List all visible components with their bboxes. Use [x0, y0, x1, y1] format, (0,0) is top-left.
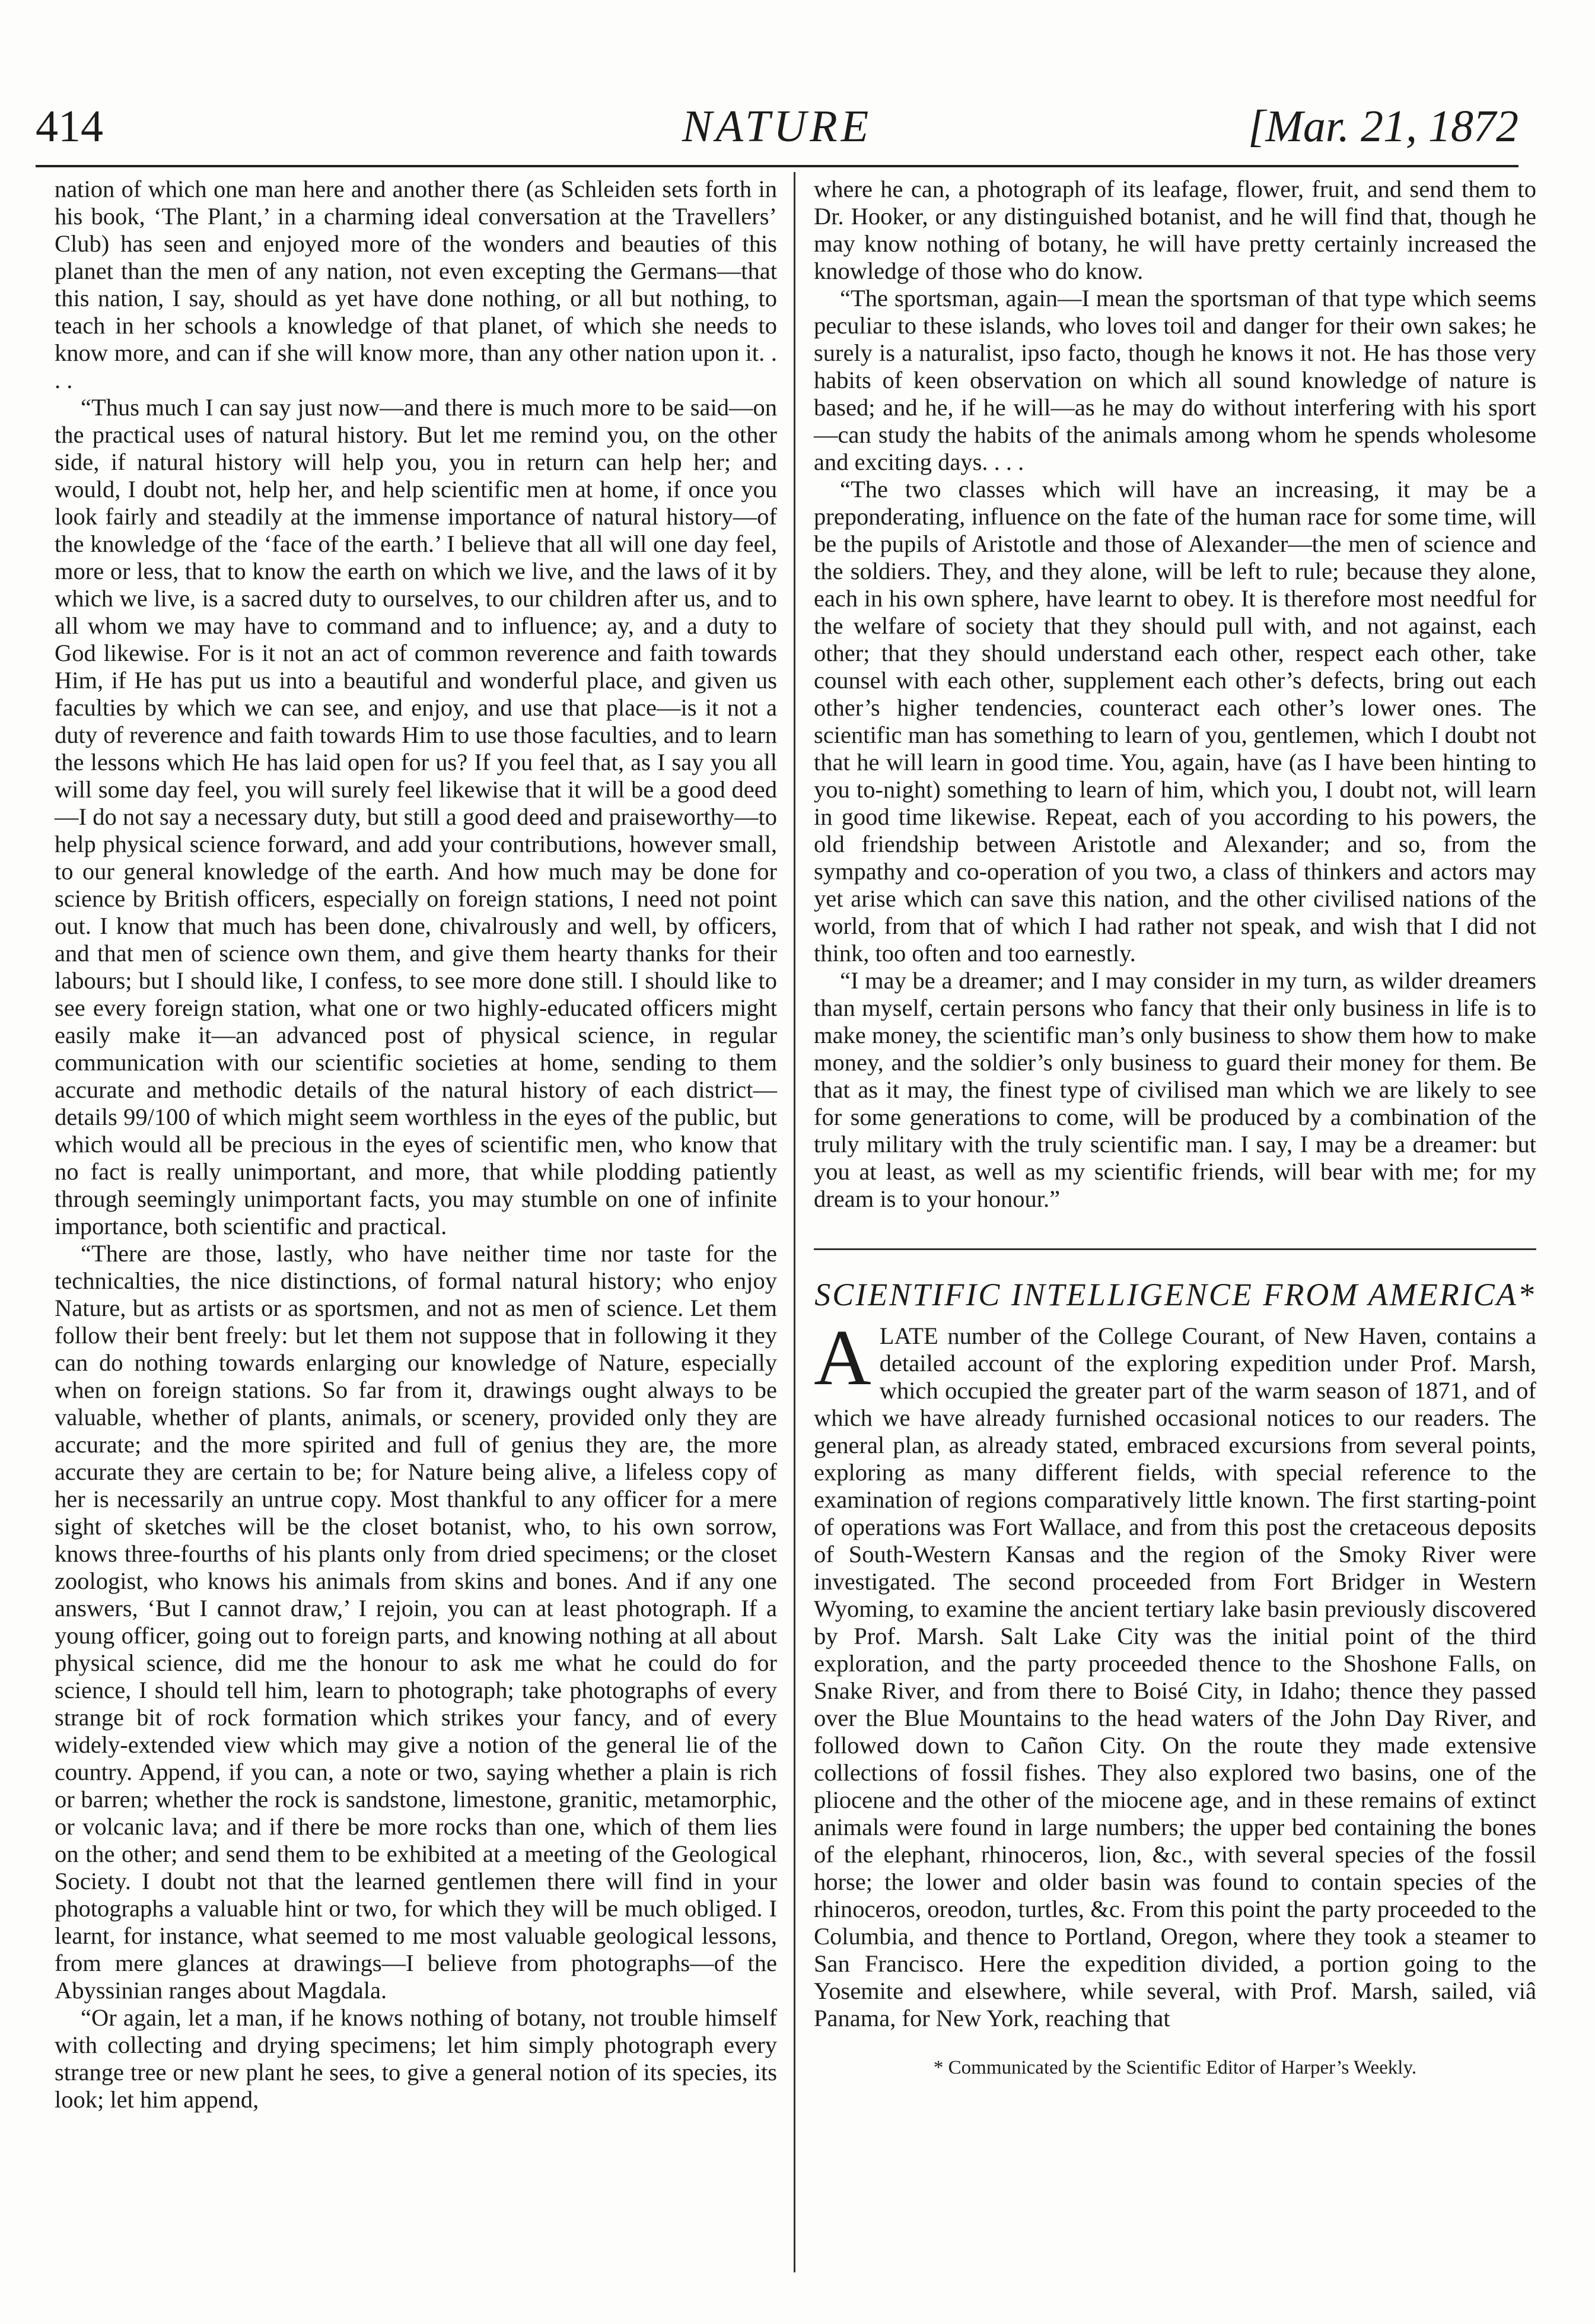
paragraph: “The sportsman, again—I mean the sportsman of that type which seems peculiar to these islands, who loves toil and danger for their own sakes; he surely is a naturalist, ipso facto, though he knows it not. He has those very habits of keen observation on which all sound knowledge of nature is based; and he, if he will—as he may do without interfering with his sport—can study the habits of the animals among whom he spends wholesome and exciting days. . . . [814, 285, 1536, 475]
left-column [55, 176, 777, 2113]
section-body: LATE number of the College Courant, of New Haven, contains a detailed account of the exploring expedition under Prof. Marsh, which occupied the greater part of the warm season of 1871, and of which we have already furnished occasional notices to our readers. The general plan, as already stated, embraced excursions from several points, exploring as many different fields, with special reference to the examination of regions comparatively little known. The first starting-point of operations was Fort Wallace, and from this post the cretaceous deposits of South-Western Kansas and the region of the Smoky River were investigated. The second proceeded from Fort Bridger in Western Wyoming, to examine the ancient tertiary lake basin previously discovered by Prof. Marsh. Salt Lake City was the initial point of the third exploration, and the party proceeded thence to the Shoshone Falls, on Snake River, and from there to Boisé City, in Idaho; thence they passed over the Blue Mountains to the head waters of the John Day River, and followed down to Cañon City. On the route they made extensive collections of fossil fishes. They also explored two basins, one of the pliocene and the other of the miocene age, and in these remains of extinct animals were found in large numbers; the upper bed containing the bones of the elephant, rhinoceros, lion, &c., with several species of the fossil horse; the lower and older basin was found to contain species of the rhinoceros, oreodon, turtles, &c. From this point the party proceeded to the Columbia, and thence to Portland, Oregon, where they took a steamer to San Francisco. Here the expedition divided, a portion going to the Yosemite and elsewhere, while several, with Prof. Marsh, sailed, viâ Panama, for New York, reaching that [814, 1322, 1536, 2031]
column-divider [794, 172, 795, 2272]
paragraph: “Or again, let a man, if he knows nothing of botany, not trouble himself with collecting and drying specimens; let him simply photograph every strange tree or new plant he sees, to give a general notion of its species, its look; let him append, [55, 2004, 777, 2113]
footnote: * Communicated by the Scientific Editor of Harper’s Weekly. [933, 2057, 1417, 2078]
issue-date: [Mar. 21, 1872 [1247, 101, 1518, 151]
section-rule [814, 1248, 1536, 1250]
paragraph: “The two classes which will have an increasing, it may be a preponderating, influence on the fate of the human race for some time, will be the pupils of Aristotle and those of Alexander—the men of science and the soldiers. They, and they alone, will be left to rule; because they alone, each in his own sphere, have learnt to obey. It is therefore most needful for the welfare of society that they should pull with, and not against, each other; that they should understand each other, respect each other, take counsel with each other, supplement each other’s defects, bring out each other’s higher tendencies, counteract each other’s lower ones. The scientific man has something to learn of you, gentlemen, which I doubt not that he will learn in good time. You, again, have (as I have been hinting to you to-night) something to learn of him, which you, I doubt not, will learn in good time likewise. Repeat, each of you according to his powers, the old friendship between Aristotle and Alexander; and so, from the sympathy and co-operation of you two, a class of thinkers and actors may yet arise which can save this nation, and the other civilised nations of the world, from that of which I had rather not speak, and wish that I did not think, too often and too earnestly. [814, 476, 1536, 967]
journal-title: NATURE [682, 101, 873, 151]
paragraph: “I may be a dreamer; and I may consider in my turn, as wilder dreamers than myself, certain persons who fancy that their only business in life is to make money, the scientific man’s only business to show them how to make money, and the soldier’s only business to guard their money for them. Be that as it may, the finest type of civilised man which we are likely to see for some generations to come, will be produced by a combination of the truly military with the truly scientific man. I say, I may be a dreamer: but you at least, as well as my scientific friends, will bear with me; for my dream is to your honour.” [814, 967, 1536, 1212]
paragraph: “Thus much I can say just now—and there is much more to be said—on the practical uses of natural history. But let me remind you, on the other side, if natural history will help you, you in return can help her; and would, I doubt not, help her, and help scientific men at home, if once you look fairly and steadily at the immense importance of natural history—of the knowledge of the ‘face of the earth.’ I believe that all will one day feel, more or less, that to know the earth on which we live, and the laws of it by which we live, is a sacred duty to ourselves, to our children after us, and to all whom we may have to command and to influence; ay, and a duty to God likewise. For is it not an act of common reverence and faith towards Him, if He has put us into a beautiful and wonderful place, and given us faculties by which we can see, and enjoy, and use that place—is it not a duty of reverence and faith towards Him to use those faculties, and to learn the lessons which He has laid open for us? If you feel that, as I say you all will some day feel, you will surely feel likewise that it will be a good deed—I do not say a necessary duty, but still a good deed and praiseworthy—to help physical science forward, and add your contributions, however small, to our general knowledge of the earth. And how much may be done for science by British officers, especially on foreign stations, I need not point out. I know that much has been done, chivalrously and well, by officers, and that men of science own them, and give them hearty thanks for their labours; but I should like, I confess, to see more done still. I should like to see every foreign station, what one or two highly-educated officers might easily make it—an advanced post of physical science, in regular communication with our scientific societies at home, sending to them accurate and methodic details of the natural history of each district—details 99/100 of which might seem worthless in the eyes of the public, but which would all be precious in the eyes of scientific men, who know that no fact is really unimportant, and more, that while plodding patiently through seemingly unimportant facts, you may stumble on one of infinite importance, both scientific and practical. [55, 394, 777, 1239]
paragraph: “There are those, lastly, who have neither time nor taste for the technicalties, the nice distinctions, of formal natural history; who enjoy Nature, but as artists or as sportsmen, and not as men of science. Let them follow their bent freely: but let them not suppose that in following it they can do nothing towards enlarging our knowledge of Nature, especially when on foreign stations. So far from it, drawings ought always to be valuable, whether of plants, animals, or scenery, provided only they are accurate; and the more spirited and full of genius they are, the more accurate they are certain to be; for Nature being alive, a lifeless copy of her is necessarily an untrue copy. Most thankful to any officer for a mere sight of sketches will be the closet botanist, who, to his own sorrow, knows three-fourths of his plants only from dried specimens; or the closet zoologist, who knows his animals from skins and bones. And if any one answers, ‘But I cannot draw,’ I rejoin, you can at least photograph. If a young officer, going out to foreign parts, and knowing nothing at all about physical science, did me the honour to ask me what he could do for science, I should tell him, learn to photograph; take photographs of every strange bit of rock formation which strikes your fancy, and of every widely-extended view which may give a notion of the general lie of the country. Append, if you can, a note or two, saying whether a plain is rich or barren; whether the rock is sandstone, limestone, granitic, metamorphic, or volcanic lava; and if there be more rocks than one, which of them lies on the other; and send them to be exhibited at a meeting of the Geological Society. I doubt not that the learned gentlemen there will find in your photographs a valuable hint or two, for which they will be much obliged. I learnt, for instance, what seemed to me most valuable geological lessons, from mere glances at drawings—I believe from photographs—of the Abyssinian ranges about Magdala. [55, 1240, 777, 2004]
drop-cap: A [814, 1314, 871, 1401]
section-heading: SCIENTIFIC INTELLIGENCE FROM AMERICA* [814, 1277, 1536, 1312]
section-paragraph [814, 1314, 1536, 2032]
paragraph: nation of which one man here and another there (as Schleiden sets forth in his book, ‘The Plant,’ in a charming ideal conversation at the Travellers’ Club) has seen and enjoyed more of the wonders and beauties of this planet than the men of any nation, not even excepting the Germans—that this nation, I say, should as yet have done nothing, or all but nothing, to teach in her schools a knowledge of that planet, of which she needs to know more, and can if she will know more, than any other nation upon it. . . . [55, 176, 777, 393]
page-number: 414 [36, 101, 103, 151]
right-column [814, 176, 1536, 2080]
paragraph: where he can, a photograph of its leafage, flower, fruit, and send them to Dr. Hooker, or any distinguished botanist, and he will find that, though he may know nothing of botany, he will have pretty certainly increased the knowledge of those who do know. [814, 176, 1536, 284]
header-rule [36, 165, 1518, 167]
page-header [36, 101, 1518, 166]
